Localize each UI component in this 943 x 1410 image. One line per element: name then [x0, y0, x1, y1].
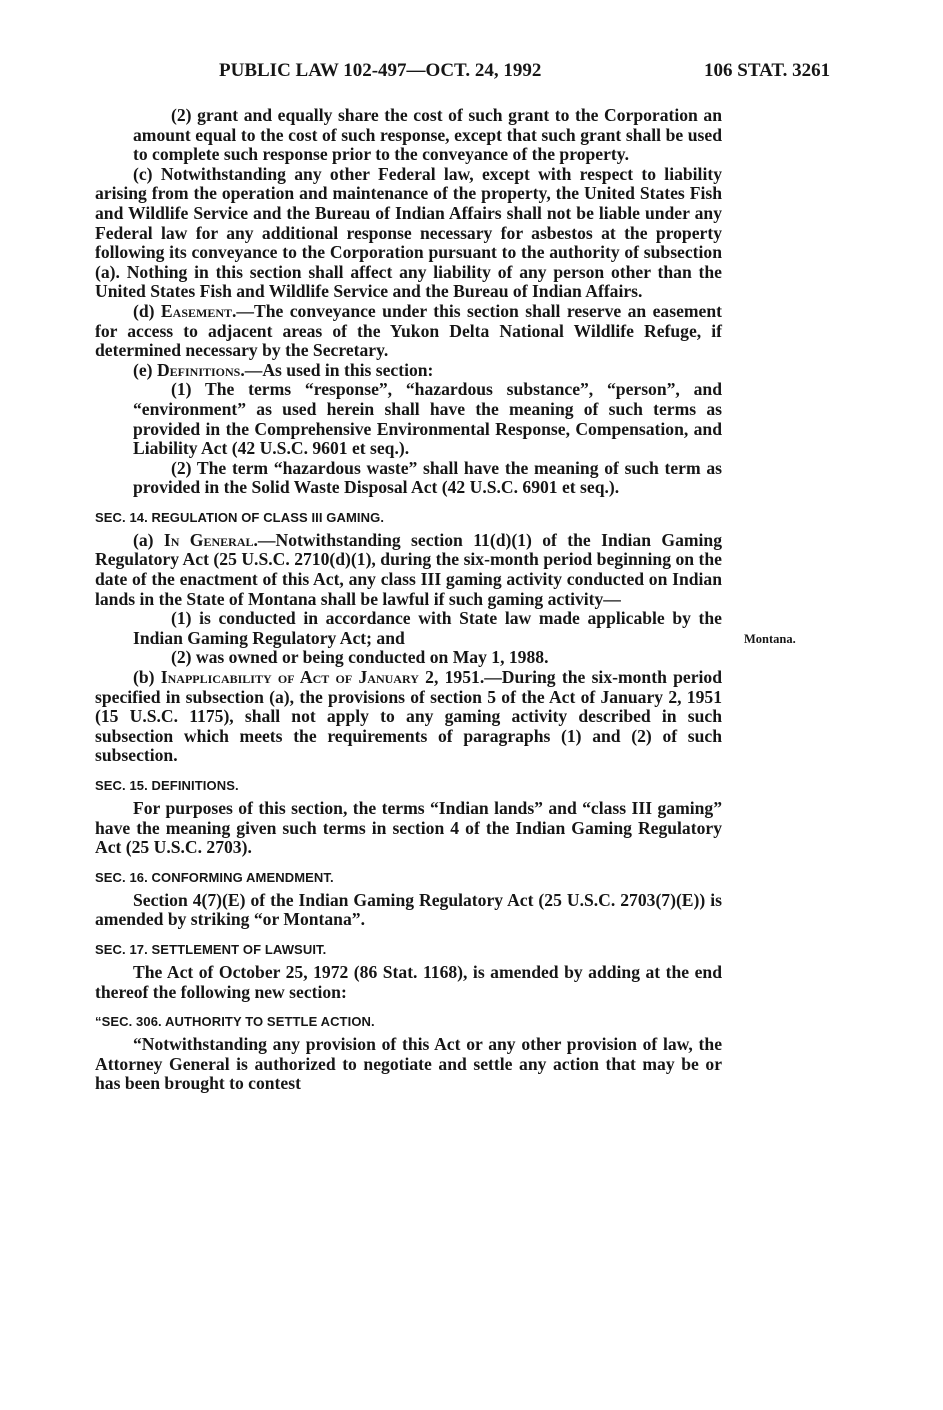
paragraph-authority-settle: “Notwithstanding any provision of this Act or any other provision of law, the Attorney General is authorized to negotiate and settle any action that may be or has been brought to contest — [95, 1034, 722, 1094]
body-text — [95, 106, 722, 1094]
paragraph-heading: Inapplicability of Act of January — [160, 667, 419, 688]
paragraph-heading: Easement — [160, 300, 233, 321]
paragraph-2-may-1988: (2) was owned or being conducted on May 1, 1988. — [171, 647, 549, 668]
paragraph-number: (e) — [133, 359, 157, 380]
paragraph-d-easement — [95, 302, 722, 361]
paragraph-number: (b) — [133, 667, 161, 688]
paragraph-settlement: The Act of October 25, 1972 (86 Stat. 1168), is amended by adding at the end thereof the following new section: — [95, 961, 722, 1002]
section-15-heading: SEC. 15. DEFINITIONS. — [95, 778, 239, 793]
paragraph-number: (d) — [133, 300, 161, 321]
paragraph-heading: In General — [163, 529, 254, 550]
paragraph-a-in-general — [95, 531, 722, 609]
paragraph-text: .—The conveyance under this section shall reserve an easement for access to adjacent areas of the Yukon Delta National Wildlife Refuge, if determined necessary by the Secretary. — [95, 300, 722, 361]
paragraph-grant: (2) grant and equally share the cost of such grant to the Corporation an amount equal to the cost of such response, except that such grant shall be used to complete such response prior to the conveyance of the property. — [133, 105, 722, 165]
paragraph-b-inapplicability — [95, 668, 722, 766]
running-head: PUBLIC LAW 102-497—OCT. 24, 1992 — [219, 60, 542, 81]
paragraph-1-state-law: (1) is conducted in accordance with State law made applicable by the Indian Gaming Regulatory Act; and — [133, 608, 722, 648]
paragraph-conforming-amendment: Section 4(7)(E) of the Indian Gaming Regulatory Act (25 U.S.C. 2703(7)(E)) is amended by striking “or Montana”. — [95, 889, 722, 930]
section-16-heading: SEC. 16. CONFORMING AMENDMENT. — [95, 869, 334, 885]
section-306-heading: “SEC. 306. AUTHORITY TO SETTLE ACTION. — [95, 1014, 375, 1030]
margin-note-montana: Montana. — [744, 632, 796, 646]
section-14-heading: SEC. 14. REGULATION OF CLASS III GAMING. — [95, 509, 385, 525]
statute-citation: 106 STAT. 3261 — [704, 60, 831, 81]
paragraph-number: (a) — [133, 529, 164, 550]
page-header — [0, 60, 943, 90]
paragraph-2-hazardous-waste: (2) The term “hazardous waste” shall have the meaning of such term as provided in the Solid Waste Disposal Act (42 U.S.C. 6901 et seq.). — [133, 457, 722, 498]
paragraph-c-liability: (c) Notwithstanding any other Federal law, except with respect to liability arising from the operation and maintenance of the property, the United States Fish and Wildlife Service and the Bureau of Indian Affairs shall not be liable under any Federal law for any additional response necessary for asbestos at the property following its conveyance to the Corporation pursuant to the authority of subsection (a). Nothing in this section shall affect any liability of any person other than the United States Fish and Wildlife Service and the Bureau of Indian Affairs. — [95, 163, 722, 302]
paragraph-e-definitions — [95, 361, 722, 381]
paragraph-1-response-terms: (1) The terms “response”, “hazardous substance”, “person”, and “environment” as used herein shall have the meaning of such terms as provided in the Comprehensive Environmental Response, Compensation, and Liability Act (42 U.S.C. 9601 et seq.). — [133, 379, 722, 459]
paragraph-text: .—Notwithstanding section 11(d)(1) of the Indian Gaming Regulatory Act (25 U.S.C. 2710(d)(1), during the six-month period beginning on the date of the enactment of this Act, any class III gaming activity conducted on Indian lands in the State of Montana shall be lawful if such gaming activity— — [95, 529, 723, 609]
paragraph-text: 2, 1951.—During the six-month period specified in subsection (a), the provisions of section 5 of the Act of January 2, 1951 (15 U.S.C. 1175), shall not apply to any gaming activity described in such subsection which meets the requirements of paragraphs (1) and (2) of such subsection. — [95, 667, 723, 766]
paragraph-definitions-text: For purposes of this section, the terms “Indian lands” and “class III gaming” have the meaning given such terms in section 4 of the Indian Gaming Regulatory Act (25 U.S.C. 2703). — [95, 798, 722, 858]
paragraph-text: .—As used in this section: — [240, 359, 434, 380]
section-17-heading: SEC. 17. SETTLEMENT OF LAWSUIT. — [95, 941, 327, 957]
paragraph-heading: Definitions — [156, 359, 241, 380]
